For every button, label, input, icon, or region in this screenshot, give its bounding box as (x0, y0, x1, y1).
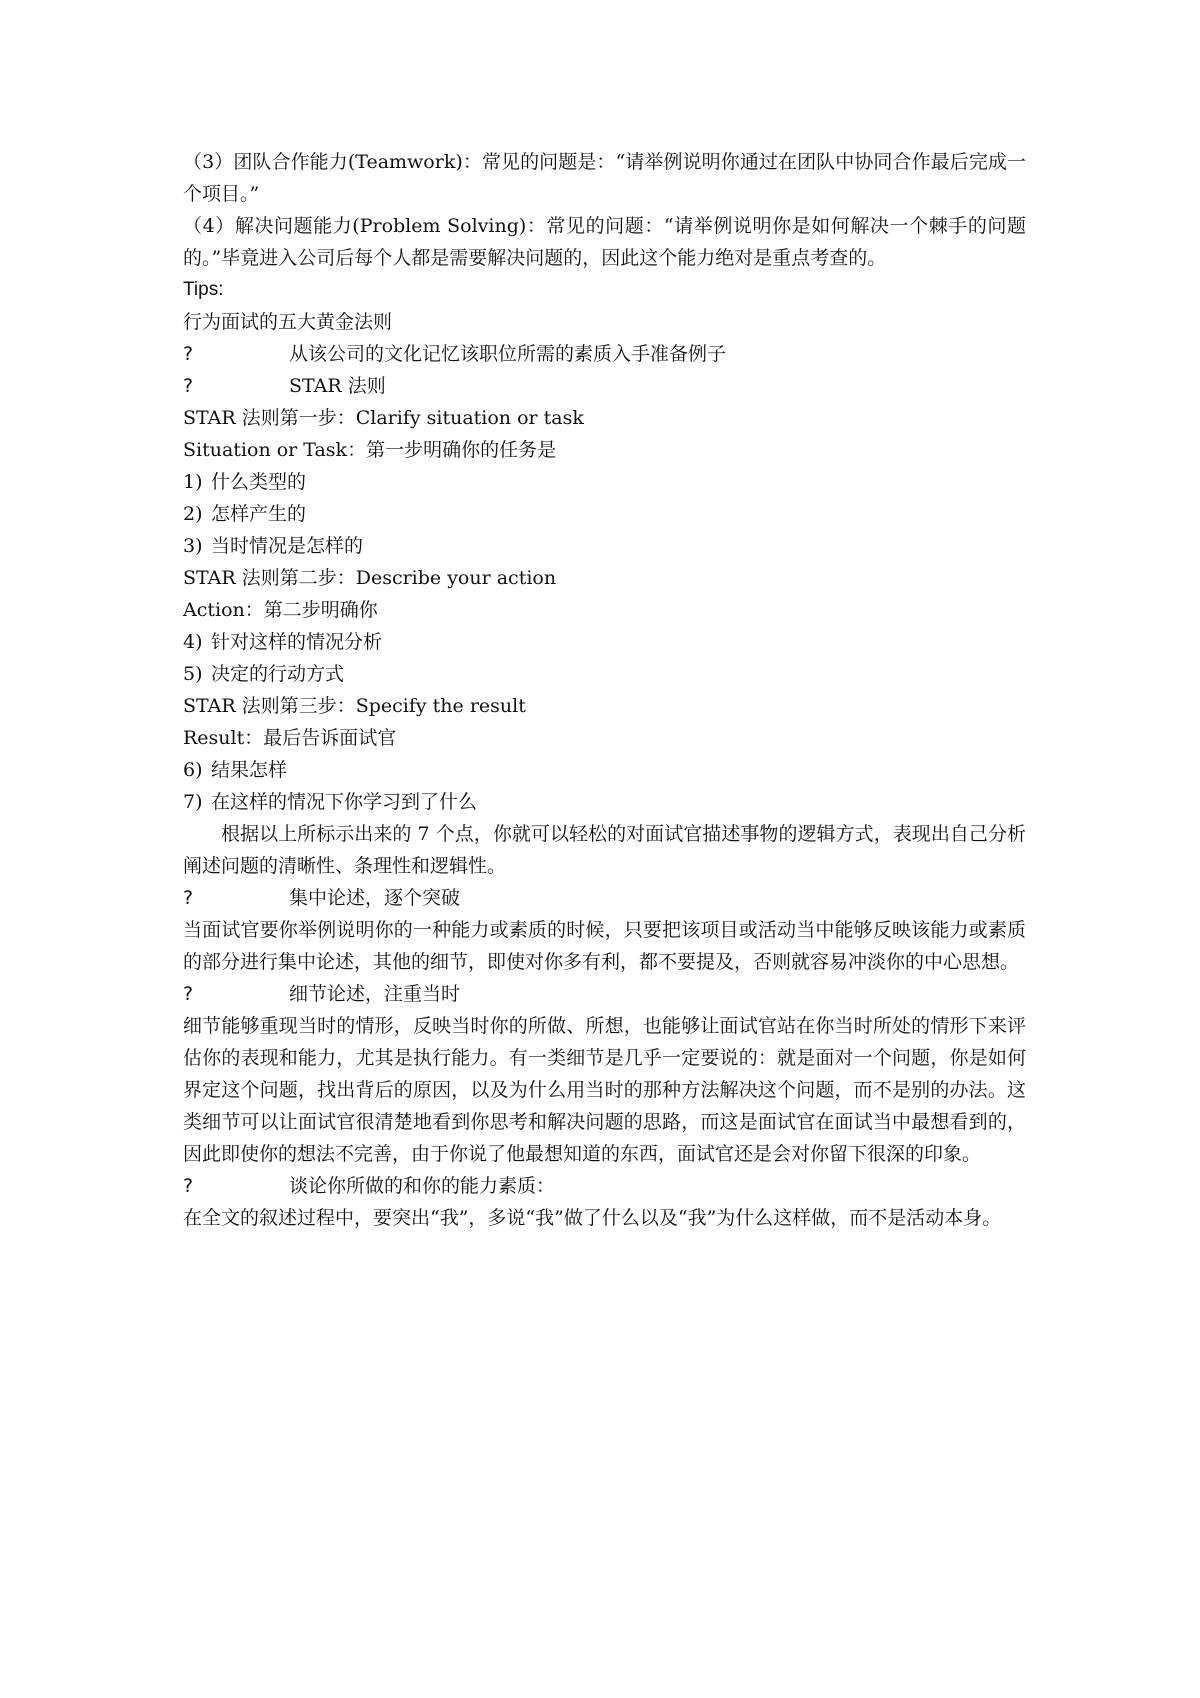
item-number: 4) (183, 631, 203, 653)
bullet-item (183, 882, 1026, 914)
situation-line: Situation or Task：第一步明确你的任务是 (183, 439, 557, 461)
numbered-item (183, 466, 1026, 498)
item-text: 在这样的情况下你学习到了什么 (211, 791, 478, 813)
paragraph-summary: 根据以上所标示出来的 7 个点，你就可以轻松的对面试官描述事物的逻辑方式，表现出自己分析阐述问题的清晰性、条理性和逻辑性。 (183, 823, 1026, 877)
item-number: 6) (183, 759, 203, 781)
document-body (183, 146, 1026, 1234)
bullet-item (183, 1170, 1026, 1202)
item-number: 2) (183, 503, 203, 525)
paragraph-self: 在全文的叙述过程中，要突出“我”，多说“我”做了什么以及“我”为什么这样做，而不是活动本身。 (183, 1207, 1002, 1229)
bullet-mark: ? (183, 343, 194, 365)
paragraph-detail: 细节能够重现当时的情形，反映当时你的所做、所想，也能够让面试官站在你当时所处的情形下来评估你的表现和能力，尤其是执行能力。有一类细节是几乎一定要说的：就是面对一个问题，你是如何界定这个问题，找出背后的原因，以及为什么用当时的那种方法解决这个问题，而不是别的办法。这类细节可以让面试官很清楚地看到你思考和解决问题的思路，而这是面试官在面试当中最想看到的，因此即使你的想法不完善，由于你说了他最想知道的东西，面试官还是会对你留下很深的印象。 (183, 1015, 1026, 1165)
tips-label: Tips: (183, 279, 224, 300)
item-number: 1) (183, 471, 203, 493)
item-text: 当时情况是怎样的 (211, 535, 364, 557)
bullet-item (183, 978, 1026, 1010)
rules-title: 行为面试的五大黄金法则 (183, 311, 393, 333)
item-number: 3) (183, 535, 203, 557)
bullet-text: 从该公司的文化记忆该职位所需的素质入手准备例子 (289, 343, 727, 365)
star-step-3: STAR 法则第三步：Specify the result (183, 695, 526, 717)
item-text: 决定的行动方式 (211, 663, 345, 685)
item-number: 7) (183, 791, 203, 813)
paragraph-focus: 当面试官要你举例说明你的一种能力或素质的时候，只要把该项目或活动当中能够反映该能力或素质的部分进行集中论述，其他的细节，即使对你多有利，都不要提及，否则就容易冲淡你的中心思想。 (183, 919, 1026, 973)
bullet-text: 细节论述，注重当时 (289, 983, 461, 1005)
numbered-item (183, 786, 1026, 818)
star-step-1: STAR 法则第一步：Clarify situation or task (183, 407, 584, 429)
bullet-item (183, 338, 1026, 370)
item-text: 结果怎样 (211, 759, 288, 781)
numbered-item (183, 626, 1026, 658)
paragraph-teamwork: （3）团队合作能力(Teamwork)：常见的问题是：“请举例说明你通过在团队中协同合作最后完成一个项目。” (183, 151, 1026, 205)
item-text: 怎样产生的 (211, 503, 307, 525)
bullet-text: 集中论述，逐个突破 (289, 887, 461, 909)
result-line: Result：最后告诉面试官 (183, 727, 397, 749)
bullet-mark: ? (183, 887, 194, 909)
item-number: 5) (183, 663, 203, 685)
bullet-text: 谈论你所做的和你的能力素质： (289, 1175, 556, 1197)
star-step-2: STAR 法则第二步：Describe your action (183, 567, 557, 589)
bullet-mark: ? (183, 375, 194, 397)
item-text: 针对这样的情况分析 (211, 631, 383, 653)
bullet-text: STAR 法则 (289, 375, 386, 397)
bullet-mark: ? (183, 1175, 194, 1197)
numbered-item (183, 530, 1026, 562)
numbered-item (183, 498, 1026, 530)
bullet-mark: ? (183, 983, 194, 1005)
numbered-item (183, 658, 1026, 690)
paragraph-problem-solving: （4）解决问题能力(Problem Solving)：常见的问题：“请举例说明你是如何解决一个棘手的问题的。”毕竟进入公司后每个人都是需要解决问题的，因此这个能力绝对是重点考查的。 (183, 215, 1026, 269)
item-text: 什么类型的 (211, 471, 307, 493)
numbered-item (183, 754, 1026, 786)
bullet-item (183, 370, 1026, 402)
action-line: Action：第二步明确你 (183, 599, 378, 621)
